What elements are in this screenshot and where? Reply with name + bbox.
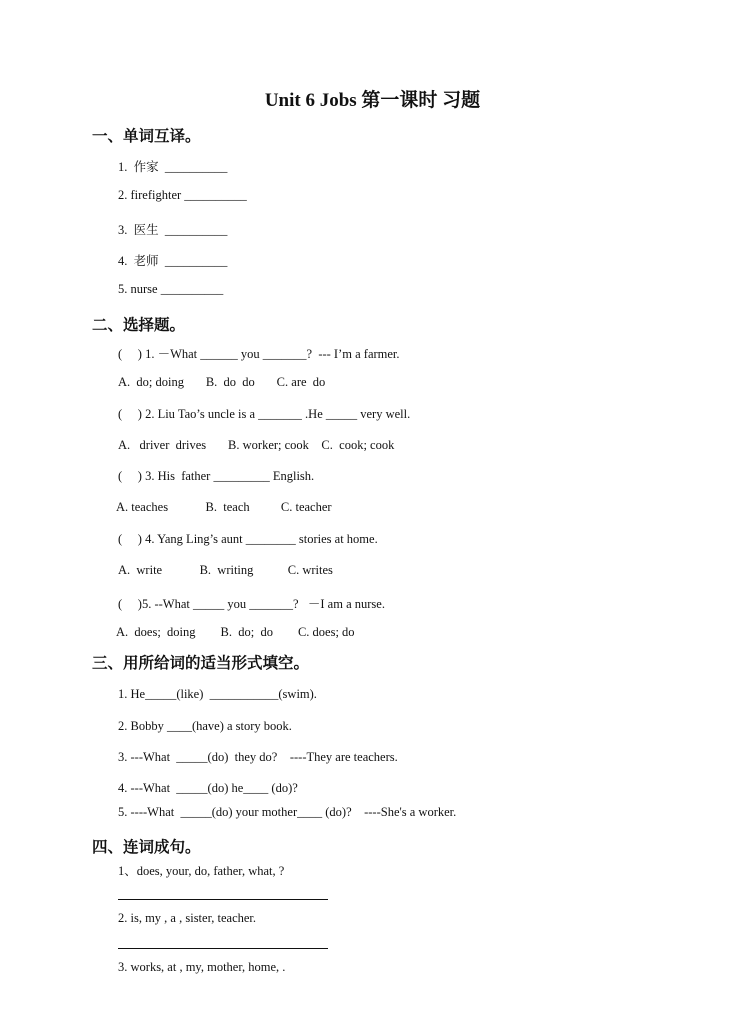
- question-1-options: A. do; doing B. do do C. are do: [118, 375, 326, 389]
- section1-item-1: 1. 作家 __________: [118, 160, 228, 174]
- question-5-options: A. does; doing B. do; do C. does; do: [116, 625, 355, 639]
- section3-item-3: 3. ---What _____(do) they do? ----They are teachers.: [118, 750, 398, 764]
- question-5-stem: ( )5. --What _____ you _______? －I am a nurse.: [118, 597, 385, 611]
- question-2-options: A. driver drives B. worker; cook C. cook; cook: [118, 438, 395, 452]
- section4-item-1: 1、does, your, do, father, what, ?: [118, 864, 285, 878]
- question-3-stem: ( ) 3. His father _________ English.: [118, 469, 315, 483]
- section3-item-4: 4. ---What _____(do) he____ (do)?: [118, 781, 298, 795]
- section3-heading: 三、用所给词的适当形式填空。: [92, 655, 310, 672]
- section1-item-3: 3. 医生 __________: [118, 223, 228, 237]
- section1-item-5: 5. nurse __________: [118, 282, 224, 296]
- section3-item-1: 1. He_____(like) ___________(swim).: [118, 687, 317, 701]
- page-title: Unit 6 Jobs 第一课时 习题: [264, 90, 481, 111]
- section1-heading: 一、单词互译。: [92, 128, 201, 145]
- section4-heading: 四、连词成句。: [92, 839, 201, 856]
- section2-heading: 二、选择题。: [92, 317, 186, 334]
- question-3-options: A. teaches B. teach C. teacher: [116, 500, 332, 514]
- question-4-stem: ( ) 4. Yang Ling’s aunt ________ stories at home.: [118, 532, 378, 546]
- question-1-stem: ( ) 1. －What ______ you _______? --- I’m a farmer.: [118, 347, 400, 361]
- section4-item-3: 3. works, at , my, mother, home, .: [118, 960, 286, 974]
- section3-item-5: 5. ----What _____(do) your mother____ (do)? ----She's a worker.: [118, 805, 457, 819]
- question-4-options: A. write B. writing C. writes: [118, 563, 333, 577]
- section1-item-2: 2. firefighter __________: [118, 188, 247, 202]
- section3-item-2: 2. Bobby ____(have) a story book.: [118, 719, 292, 733]
- section1-item-4: 4. 老师 __________: [118, 254, 228, 268]
- section4-item-2: 2. is, my , a , sister, teacher.: [118, 911, 257, 925]
- question-2-stem: ( ) 2. Liu Tao’s uncle is a _______ .He _____ very well.: [118, 407, 411, 421]
- answer-line-2[interactable]: [118, 948, 328, 949]
- answer-line-1[interactable]: [118, 899, 328, 900]
